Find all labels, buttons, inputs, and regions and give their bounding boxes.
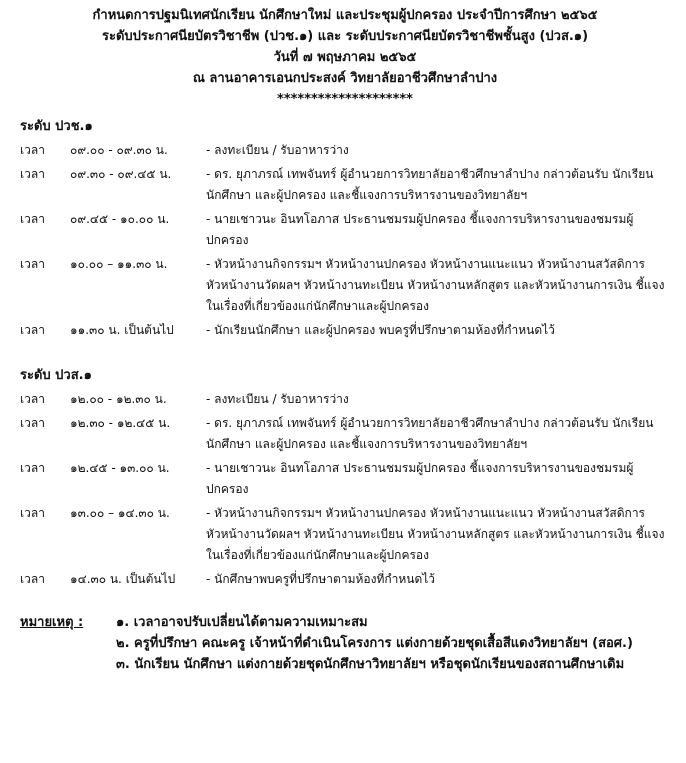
schedule-row <box>20 413 670 455</box>
time-range: ๑๒.๓๐ - ๑๒.๔๕ น. <box>70 416 171 430</box>
note-item: ๓. นักเรียน นักศึกษา แต่งกายด้วยชุดนักศึกษาวิทยาลัยฯ หรือชุดนักเรียนของสถานศึกษาเดิม <box>116 657 625 672</box>
time-prefix: เวลา <box>20 416 45 430</box>
schedule-row <box>20 140 670 161</box>
time-prefix: เวลา <box>20 572 45 586</box>
activity-description: - นักศึกษาพบครูที่ปรึกษาตามห้องที่กำหนดไว้ <box>206 572 436 586</box>
time-range: ๑๐.๐๐ – ๑๑.๓๐ น. <box>70 257 168 271</box>
schedule-row <box>20 569 670 590</box>
time-range: ๐๙.๔๕ - ๑๐.๐๐ น. <box>70 212 170 226</box>
schedule-row <box>20 503 670 566</box>
time-prefix: เวลา <box>20 323 45 337</box>
activity-description: - ดร. ยุภาภรณ์ เทพจันทร์ ผู้อำนวยการวิทยาลัยอาชีวศึกษาลำปาง กล่าวต้อนรับ นักเรียน นักศึกษา และผู้ปกครอง และชี้แจงการบริหารงานของวิทยาลัยฯ <box>206 416 654 451</box>
time-prefix: เวลา <box>20 167 45 181</box>
time-range: ๑๓.๐๐ – ๑๔.๓๐ น. <box>70 506 170 520</box>
header-date: วันที่ ๗ พฤษภาคม ๒๕๖๕ <box>273 50 417 65</box>
time-prefix: เวลา <box>20 143 45 157</box>
header-venue: ณ ลานอาคารเอนกประสงค์ วิทยาลัยอาชีวศึกษาลำปาง <box>192 71 498 86</box>
section-pvc1 <box>20 116 670 341</box>
schedule-row <box>20 389 670 410</box>
header-title: กำหนดการปฐมนิเทศนักเรียน นักศึกษาใหม่ และประชุมผู้ปกครอง ประจำปีการศึกษา ๒๕๖๕ <box>92 8 598 23</box>
time-prefix: เวลา <box>20 212 45 226</box>
time-prefix: เวลา <box>20 506 45 520</box>
activity-description: - นายเชาวนะ อินทโอภาส ประธานชมรมผู้ปกครอง ชี้แจงการบริหารงานของชมรมผู้ปกครอง <box>206 212 634 247</box>
schedule-row <box>20 254 670 317</box>
activity-description: - นายเชาวนะ อินทโอภาส ประธานชมรมผู้ปกครอง ชี้แจงการบริหารงานของชมรมผู้ปกครอง <box>206 461 634 496</box>
activity-description: - ลงทะเบียน / รับอาหารว่าง <box>206 143 349 157</box>
section-title: ระดับ ปวส.๑ <box>20 368 92 383</box>
notes-block <box>20 612 670 675</box>
section-title: ระดับ ปวช.๑ <box>20 119 93 134</box>
activity-description: - หัวหน้างานกิจกรรมฯ หัวหน้างานปกครอง หัวหน้างานแนะแนว หัวหน้างานสวัสดิการ หัวหน้างานวัดผลฯ หัวหน้างานทะเบียน หัวหน้างานหลักสูตร และหัวหน้างานการเงิน ชี้แจงในเรื่องที่เกี่ยวข้องแก่นักศึกษาและผู้ปกครอง <box>206 506 665 562</box>
section-pvs1 <box>20 365 670 590</box>
time-range: ๑๔.๓๐ น. เป็นต้นไป <box>70 572 176 586</box>
activity-description: - ดร. ยุภาภรณ์ เทพจันทร์ ผู้อำนวยการวิทยาลัยอาชีวศึกษาลำปาง กล่าวต้อนรับ นักเรียน นักศึกษา และผู้ปกครอง และชี้แจงการบริหารงานของวิทยาลัยฯ <box>206 167 654 202</box>
activity-description: - ลงทะเบียน / รับอาหารว่าง <box>206 392 349 406</box>
notes-list <box>116 612 670 675</box>
note-item: ๑. เวลาอาจปรับเปลี่ยนได้ตามความเหมาะสม <box>116 615 368 630</box>
time-range: ๐๙.๐๐ - ๐๙.๓๐ น. <box>70 143 168 157</box>
note-item: ๒. ครูที่ปรึกษา คณะครู เจ้าหน้าที่ดำเนินโครงการ แต่งกายด้วยชุดเสื้อสีแดงวิทยาลัยฯ (สอศ.) <box>116 636 633 651</box>
time-range: ๑๒.๐๐ - ๑๒.๓๐ น. <box>70 392 167 406</box>
time-prefix: เวลา <box>20 257 45 271</box>
activity-description: - หัวหน้างานกิจกรรมฯ หัวหน้างานปกครอง หัวหน้างานแนะแนว หัวหน้างานสวัสดิการ หัวหน้างานวัดผลฯ หัวหน้างานทะเบียน หัวหน้างานหลักสูตร และหัวหน้างานการเงิน ชี้แจงในเรื่องที่เกี่ยวข้องแก่นักศึกษาและผู้ปกครอง <box>206 257 665 313</box>
time-prefix: เวลา <box>20 392 45 406</box>
schedule-row <box>20 458 670 500</box>
time-prefix: เวลา <box>20 461 45 475</box>
time-range: ๑๒.๔๕ - ๑๓.๐๐ น. <box>70 461 170 475</box>
document-header <box>20 5 670 110</box>
schedule-row <box>20 209 670 251</box>
header-divider-stars: ******************** <box>277 92 413 107</box>
time-range: ๐๙.๓๐ - ๐๙.๔๕ น. <box>70 167 172 181</box>
time-range: ๑๑.๓๐ น. เป็นต้นไป <box>70 323 174 337</box>
schedule-row <box>20 164 670 206</box>
schedule-row <box>20 320 670 341</box>
activity-description: - นักเรียนนักศึกษา และผู้ปกครอง พบครูที่ปรึกษาตามห้องที่กำหนดไว้ <box>206 323 555 337</box>
header-level-line: ระดับประกาศนียบัตรวิชาชีพ (ปวช.๑) และ ระดับประกาศนียบัตรวิชาชีพชั้นสูง (ปวส.๑) <box>101 29 589 44</box>
notes-label: หมายเหตุ : <box>20 615 84 630</box>
